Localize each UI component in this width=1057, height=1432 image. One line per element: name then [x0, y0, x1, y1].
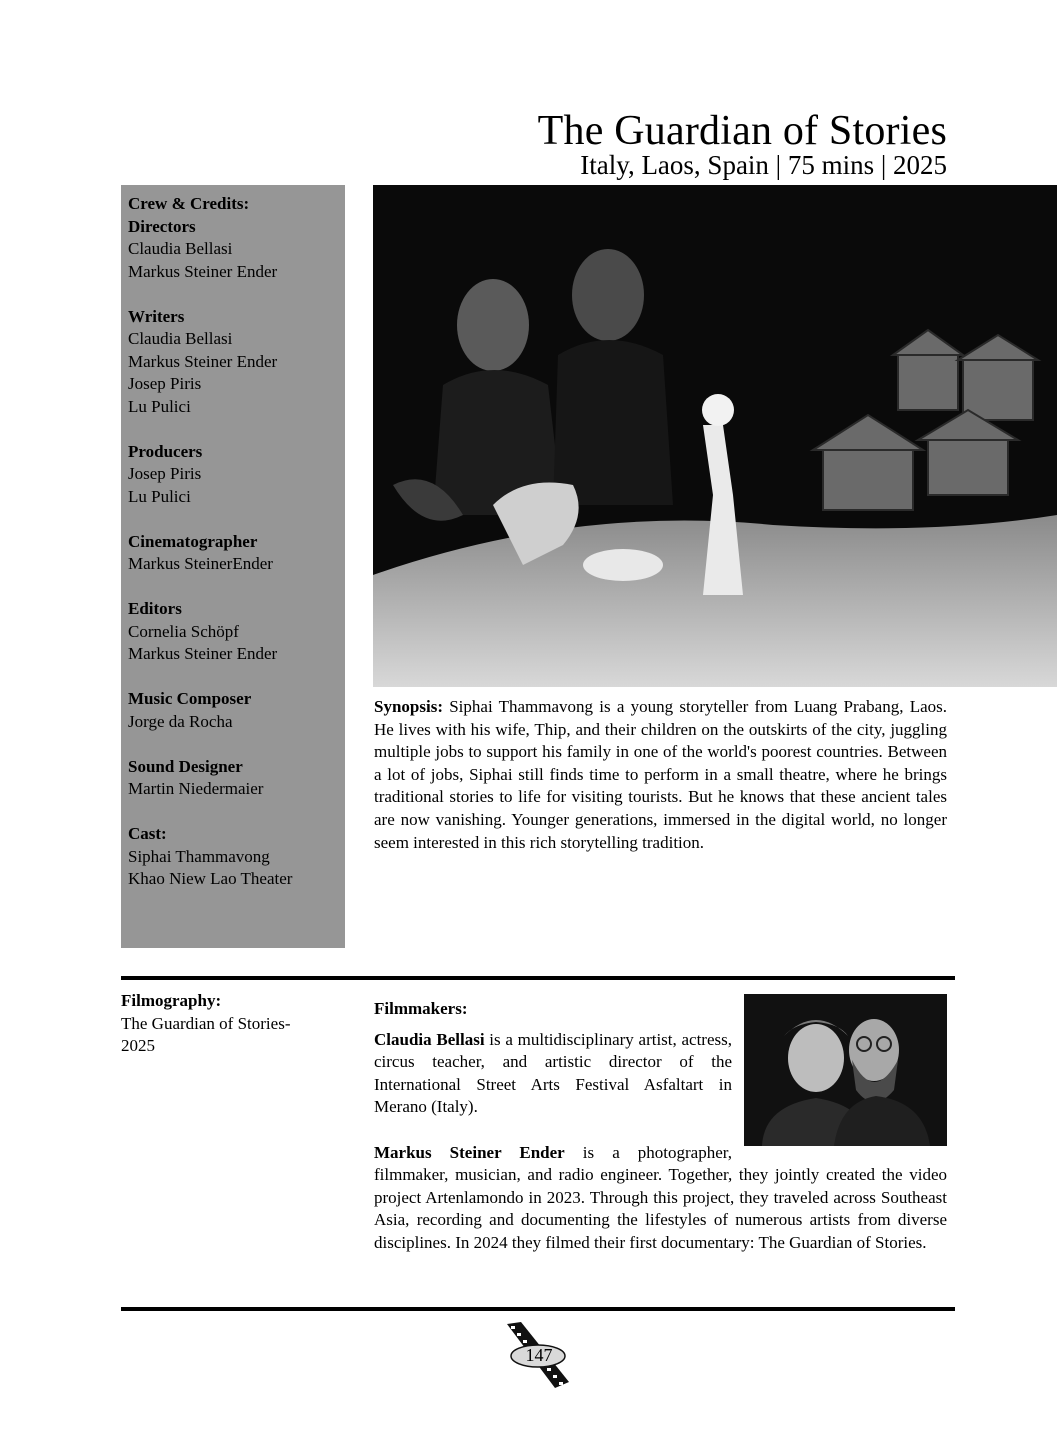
- credit-name: Markus Steiner Ender: [128, 261, 278, 281]
- credits-heading: Crew & Credits:: [128, 194, 250, 213]
- credit-name: Martin Niedermaier: [128, 779, 264, 798]
- credit-group: [128, 216, 345, 284]
- filmmaker-bio-text: is a photographer, filmmaker, musician, and radio engineer. Together, they jointly created the video project Artenlamondo in 2023. Through this project, they traveled across Southeast Asia, recording and documenting the lifestyles of numerous artists from diverse disciplines. In 2024 they filmed their first documentary: The Guardian of Stories.: [374, 1142, 947, 1252]
- filmmakers-photo: [744, 994, 947, 1146]
- credit-name: Josep Piris: [128, 374, 202, 393]
- filmmaker-bio-steiner-ender: [374, 1142, 947, 1255]
- film-still-image: [373, 185, 1057, 687]
- credit-groups: [128, 216, 345, 891]
- credit-name: Markus Steiner Ender: [128, 351, 278, 371]
- credit-role: Cast:: [128, 824, 167, 843]
- credits-sidebar: [121, 185, 345, 948]
- credit-group: [128, 441, 345, 509]
- credit-group: [128, 756, 345, 801]
- credit-group: [128, 598, 345, 666]
- credit-group: [128, 688, 345, 733]
- credit-name: Jorge da Rocha: [128, 711, 233, 731]
- synopsis-label: Synopsis:: [374, 697, 443, 716]
- filmmakers-section: [374, 998, 947, 1255]
- credit-group: [128, 531, 345, 576]
- page-number: 147: [525, 1345, 553, 1365]
- credit-name: Josep Piris: [128, 464, 202, 483]
- filmmakers-portrait-illustration: [744, 994, 947, 1146]
- credit-role: Music Composer: [128, 689, 252, 708]
- credit-role: Sound Designer: [128, 756, 243, 776]
- credit-name: Siphai Thammavong: [128, 846, 270, 866]
- credit-role: Producers: [128, 441, 203, 461]
- credit-name: Khao Niew Lao Theater: [128, 869, 293, 888]
- credit-name: Markus Steiner Ender: [128, 644, 278, 663]
- credit-name: Markus SteinerEnder: [128, 554, 273, 573]
- credit-name: Claudia Bellasi: [128, 239, 233, 258]
- film-subtitle: Italy, Laos, Spain | 75 mins | 2025: [580, 150, 947, 180]
- synopsis-text: Siphai Thammavong is a young storyteller from Luang Prabang, Laos. He lives with his wife, Thip, and their children on the outskirts of the city, juggling multiple jobs to support his family in one of the world's poorest countries. Between a lot of jobs, Siphai still finds time to perform in a small theatre, where he brings traditional stories to life for visiting tourists. But he knows that these ancient tales are now vanishing. Younger generations, immersed in the digital world, no longer seem interested in this rich storytelling tradition.: [374, 697, 947, 852]
- filmography-entry: The Guardian of Stories- 2025: [121, 1013, 291, 1055]
- credit-name: Lu Pulici: [128, 486, 191, 506]
- filmmaker-name: Claudia Bellasi: [374, 1029, 485, 1049]
- credit-role: Cinematographer: [128, 531, 258, 551]
- credit-group: [128, 823, 345, 891]
- credit-name: Cornelia Schöpf: [128, 621, 239, 641]
- credit-role: Editors: [128, 599, 182, 618]
- section-divider-bottom: [121, 1307, 955, 1311]
- credit-name: Lu Pulici: [128, 396, 191, 416]
- filmmaker-bio-text: is a multidisciplinary artist, actress, circus teacher, and artistic director of the International Street Arts Festival Asfaltart in Merano (Italy).: [374, 1029, 732, 1117]
- credit-role: Directors: [128, 216, 196, 236]
- film-title: The Guardian of Stories: [537, 108, 947, 154]
- filmography-heading: Filmography:: [121, 991, 222, 1010]
- filmmakers-heading: Filmmakers:: [374, 999, 468, 1018]
- synopsis-paragraph: [374, 696, 947, 854]
- filmography-section: [121, 990, 321, 1058]
- credit-group: [128, 306, 345, 419]
- filmmaker-name: Markus Steiner Ender: [374, 1142, 565, 1162]
- section-divider-top: [121, 976, 955, 980]
- credit-role: Writers: [128, 306, 185, 326]
- film-still-illustration: [373, 185, 1057, 687]
- credit-name: Claudia Bellasi: [128, 329, 233, 348]
